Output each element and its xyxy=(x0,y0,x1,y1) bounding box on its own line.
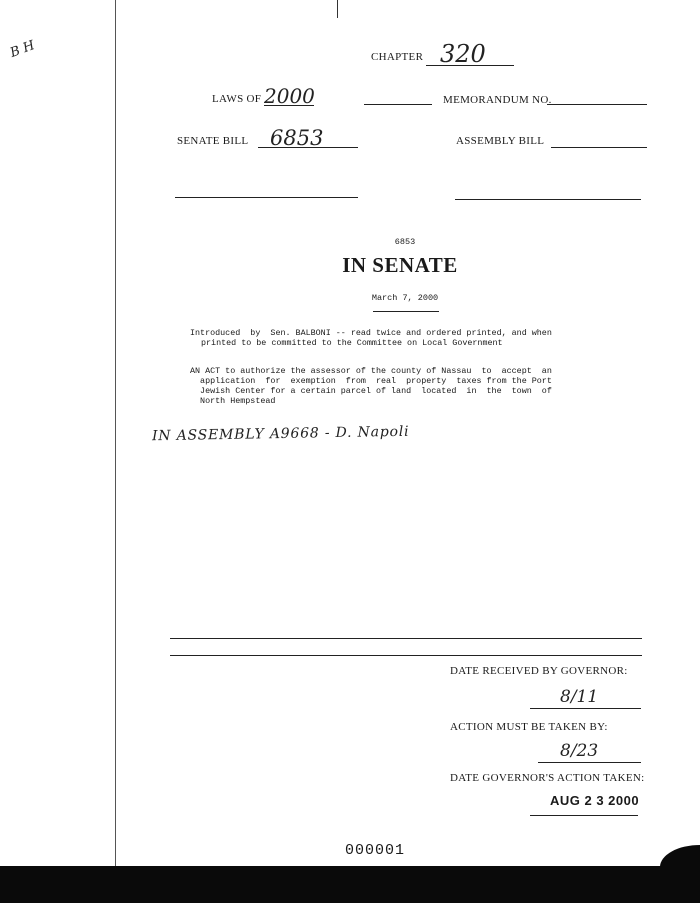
separator-line-1 xyxy=(170,638,642,639)
bill-number: 6853 xyxy=(394,237,416,247)
act-line-4: North Hempstead xyxy=(190,396,276,406)
laws-label: LAWS OF xyxy=(212,93,262,105)
top-tick-mark xyxy=(337,0,338,18)
received-underline xyxy=(530,708,641,709)
intro-line-1: Introduced by Sen. BALBONI -- read twice and ordered printed, and when xyxy=(190,328,552,338)
chapter-value: 320 xyxy=(440,40,486,68)
laws-value: 2000 xyxy=(264,84,315,108)
margin-note: B H xyxy=(8,38,37,61)
received-label: DATE RECEIVED BY GOVERNOR: xyxy=(450,665,628,677)
bill-date: March 7, 2000 xyxy=(371,293,439,303)
act-line-1: AN ACT to authorize the assessor of the county of Nassau to accept an xyxy=(190,366,552,376)
act-line-3: Jewish Center for a certain parcel of land located in the town of xyxy=(190,386,552,396)
chapter-underline xyxy=(426,65,514,66)
chapter-label: CHAPTER xyxy=(371,51,424,63)
action-by-value: 8/23 xyxy=(560,741,599,761)
assembly-bill-label: ASSEMBLY BILL xyxy=(456,135,545,147)
act-line-2: application for exemption from real property taxes from the Port xyxy=(190,376,552,386)
intro-line-2: printed to be committed to the Committee on Local Government xyxy=(201,338,503,348)
action-taken-underline xyxy=(530,815,638,816)
date-underline xyxy=(373,311,439,312)
blank-line-left xyxy=(175,197,358,198)
senate-bill-underline xyxy=(258,147,358,148)
bottom-scan-bar xyxy=(0,866,700,903)
assembly-bill-underline xyxy=(551,147,647,148)
separator-line-2 xyxy=(170,655,642,656)
action-taken-label: DATE GOVERNOR'S ACTION TAKEN: xyxy=(450,772,645,784)
action-taken-stamp: AUG 2 3 2000 xyxy=(550,793,640,808)
senate-bill-label: SENATE BILL xyxy=(177,135,249,147)
page-number: 000001 xyxy=(345,842,406,859)
memorandum-label: MEMORANDUM NO. xyxy=(443,94,552,106)
assembly-note: IN ASSEMBLY A9668 - D. Napoli xyxy=(151,423,410,445)
left-margin-line xyxy=(115,0,116,903)
bottom-scan-bar-corner xyxy=(660,845,700,867)
laws-blank-line xyxy=(364,104,432,105)
received-value: 8/11 xyxy=(560,687,599,707)
senate-bill-value: 6853 xyxy=(270,126,324,150)
action-by-label: ACTION MUST BE TAKEN BY: xyxy=(450,721,608,733)
laws-underline xyxy=(264,105,314,106)
bill-title: IN SENATE xyxy=(342,253,458,277)
blank-line-right xyxy=(455,199,641,200)
action-by-underline xyxy=(538,762,641,763)
memorandum-underline xyxy=(547,104,647,105)
